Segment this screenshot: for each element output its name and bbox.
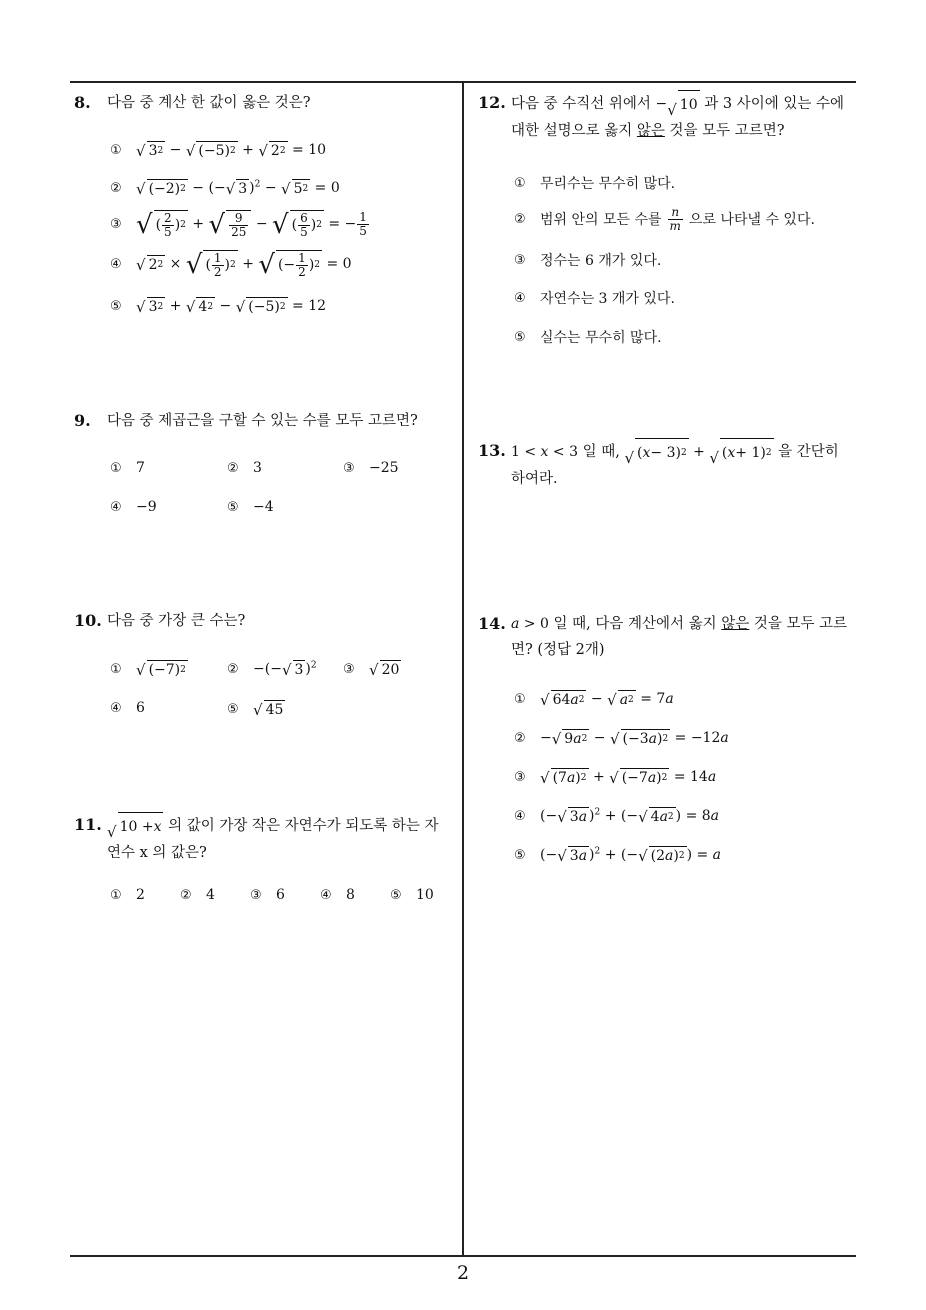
question-9 xyxy=(74,408,454,434)
q9-option-3[interactable]: ③ −25 xyxy=(343,460,399,476)
question-number: 13. xyxy=(478,441,506,460)
q10-option-3[interactable]: ③ √ 20 xyxy=(343,661,400,679)
question-14: 14. a > 0 일 때, 다음 계산에서 옳지 않은 것을 모두 고르 면? (정답 2개) xyxy=(478,611,863,663)
q12-option-2[interactable]: ② 범위 안의 모든 수를 $\frac{n}{m}$ 으로 나타낼 수 있다. xyxy=(514,205,815,233)
question-13: 13. 1 < x < 3 일 때, √ ( x − 3) 2 + √ ( x + 1) 2 을 간단히 하여라. xyxy=(478,438,863,492)
bottom-rule xyxy=(70,1255,856,1257)
q9-option-1[interactable]: ① 7 xyxy=(110,460,145,476)
q11-option-5[interactable]: ⑤ 10 xyxy=(390,887,434,903)
question-11: 11. √ 10 + x 의 값이 가장 작은 자연수가 되도록 하는 자 연수 x 의 값은? xyxy=(74,812,459,866)
q14-option-1[interactable]: ① √ 64 a 2 − √ a 2 = 7a xyxy=(514,691,674,709)
q12-option-5[interactable]: ⑤ 실수는 무수히 많다. xyxy=(514,329,662,346)
question-text: 다음 중 계산 한 값이 옳은 것은? xyxy=(107,95,311,111)
q9-option-4[interactable]: ④ −9 xyxy=(110,499,157,515)
question-text: 의 값이 가장 작은 자연수가 되도록 하는 자 xyxy=(168,818,439,834)
q9-option-5[interactable]: ⑤ −4 xyxy=(227,499,274,515)
question-number: 8. xyxy=(74,93,91,112)
q11-option-4[interactable]: ④ 8 xyxy=(320,887,355,903)
q14-option-2[interactable]: ② − √ 9 a 2 − √ (−3 a ) 2 = −12a xyxy=(514,730,729,748)
q8-option-3[interactable]: ③ √ ( $\frac{2}{5}$ ) 2 + √ $\frac{9}{25}$ − √ ( $\frac{6}{5}$ ) 2 = − $\frac{1}{5}$ xyxy=(110,210,367,241)
q10-option-4[interactable]: ④ 6 xyxy=(110,700,145,716)
q10-option-5[interactable]: ⑤ √ 45 xyxy=(227,701,284,719)
q12-option-1[interactable]: ① 무리수는 무수히 많다. xyxy=(514,175,676,192)
q12-option-4[interactable]: ④ 자연수는 3 개가 있다. xyxy=(514,290,675,307)
q14-option-5[interactable]: ⑤ (− √ 3 a )$^2$ + (− √ (2 a ) 2 ) = a xyxy=(514,846,722,865)
question-number: 10. xyxy=(74,611,102,630)
question-text: 다음 중 제곱근을 구할 수 있는 수를 모두 고르면? xyxy=(107,413,418,429)
q11-option-3[interactable]: ③ 6 xyxy=(250,887,285,903)
q14-option-4[interactable]: ④ (− √ 3 a )$^2$ + (− √ 4 a 2 ) = 8a xyxy=(514,807,720,826)
question-text-line2: 하여라. xyxy=(511,471,558,487)
question-text: 다음 중 가장 큰 수는? xyxy=(107,613,246,629)
question-number: 14. xyxy=(478,614,506,633)
q10-option-2[interactable]: ② −(− √ 3 )$^2$ xyxy=(227,660,317,679)
question-text-line2: 연수 x 의 값은? xyxy=(107,845,207,861)
q10-option-1[interactable]: ① √ (−7) 2 xyxy=(110,661,186,679)
question-text-line2: 면? (정답 2개) xyxy=(511,642,605,658)
question-number: 11. xyxy=(74,815,102,834)
q8-option-2[interactable]: ② √ (−2) 2 − (− √ 3 )$^2$ − √ 5 2 = 0 xyxy=(110,179,340,198)
q11-option-2[interactable]: ② 4 xyxy=(180,887,215,903)
q12-option-3[interactable]: ③ 정수는 6 개가 있다. xyxy=(514,252,662,269)
column-divider xyxy=(462,82,464,1256)
q8-option-1[interactable]: ① √ 3 2 − √ (−5) 2 + √ 2 2 = 10 xyxy=(110,142,327,160)
q9-option-2[interactable]: ② 3 xyxy=(227,460,262,476)
question-text-line2: 대한 설명으로 옳지 않은 것을 모두 고르면? xyxy=(511,123,785,139)
q11-option-1[interactable]: ① 2 xyxy=(110,887,145,903)
q14-option-3[interactable]: ③ √ (7 a ) 2 + √ (−7 a ) 2 = 14a xyxy=(514,769,717,787)
question-number: 12. xyxy=(478,93,506,112)
question-12: 12. 다음 중 수직선 위에서 − √ 10 과 3 사이에 있는 수에 대한 설명으로 옳지 않은 것을 모두 고르면? xyxy=(478,90,863,144)
question-10 xyxy=(74,608,454,634)
page-number: 2 xyxy=(456,1262,470,1284)
q8-option-5[interactable]: ⑤ √ 3 2 + √ 4 2 − √ (−5) 2 = 12 xyxy=(110,298,327,316)
question-8 xyxy=(74,90,454,116)
question-number: 9. xyxy=(74,411,91,430)
q8-option-4[interactable]: ④ √ 2 2 × √ ( $\frac{1}{2}$ ) 2 + √ (− $\frac{1}{2}$ ) 2 = 0 xyxy=(110,250,352,281)
